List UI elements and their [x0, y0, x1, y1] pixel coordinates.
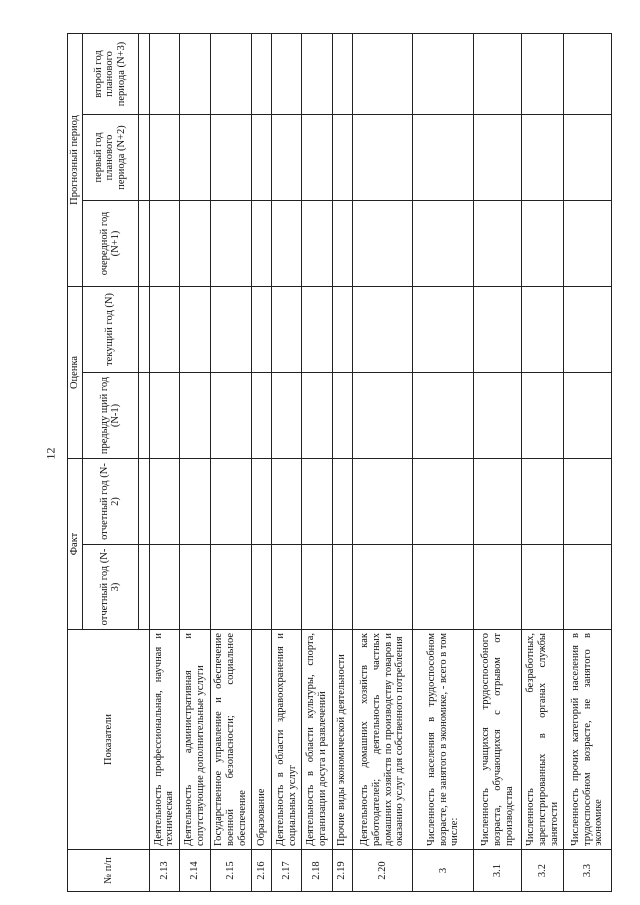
- row-number: 3.3: [564, 850, 612, 892]
- row-number: 2.16: [252, 850, 272, 892]
- row-indicator: Прочие виды экономической деятельности: [332, 630, 352, 850]
- row-number: 2.15: [210, 850, 252, 892]
- header-col-n-1: предыду щий год (N-1): [82, 372, 138, 458]
- row-number: 3: [413, 850, 474, 892]
- table-row: [302, 33, 332, 891]
- table-row: [271, 33, 301, 891]
- row-number: 3.2: [522, 850, 564, 892]
- row-indicator: Деятельность в области здравоохранения и социальных услуг: [271, 630, 301, 850]
- table-row: [522, 33, 564, 891]
- table-row: [564, 33, 612, 891]
- indicators-table: [67, 33, 612, 892]
- row-indicator: Государственное управление и обеспечение военной безопасности; социальное обеспечение: [210, 630, 252, 850]
- row-number: 2.20: [352, 850, 413, 892]
- row-indicator: Деятельность домашних хозяйств как работодателей; деятельность частных домашних хозяйств по производству товаров и оказанию услуг для собственного потребления: [352, 630, 413, 850]
- header-forecast: Прогнозный период: [68, 33, 83, 286]
- header-estimate: Оценка: [68, 286, 83, 458]
- header-col-n: текущий год (N): [82, 286, 138, 372]
- table-row: [413, 33, 474, 891]
- header-col-n+1: очередной год (N+1): [82, 200, 138, 286]
- row-indicator: Численность безработных, зарегистрированных в органах службы занятости: [522, 630, 564, 850]
- header-col-n-2: отчетный год (N-2): [82, 458, 138, 544]
- header-col-n+2: первый год планового периода (N+2): [82, 114, 138, 200]
- row-indicator: Деятельность профессиональная, научная и техническая: [149, 630, 179, 850]
- row-indicator: Численность учащихся трудоспособного возраста, обучающихся с отрывом от производства: [474, 630, 522, 850]
- header-fact: Факт: [68, 458, 83, 629]
- table-row: [149, 33, 179, 891]
- header-indicators: Показатели: [68, 630, 150, 850]
- rotated-table-area: [67, 34, 612, 892]
- row-number: 2.13: [149, 850, 179, 892]
- page-number: 12: [43, 447, 58, 460]
- table-row: [210, 33, 252, 891]
- header-col-n-3: отчетный год (N-3): [82, 545, 138, 630]
- table-row: [474, 33, 522, 891]
- row-number: 3.1: [474, 850, 522, 892]
- row-number: 2.14: [180, 850, 210, 892]
- table-row: [352, 33, 413, 891]
- table-row: [180, 33, 210, 891]
- row-number: 2.18: [302, 850, 332, 892]
- row-indicator: Деятельность административная и сопутствующие дополнительные услуги: [180, 630, 210, 850]
- row-indicator: Образование: [252, 630, 272, 850]
- row-indicator: Численность прочих категорий населения в трудоспособном возрасте, не занятого в экономике: [564, 630, 612, 850]
- row-indicator: Деятельность в области культуры, спорта, организации досуга и развлечений: [302, 630, 332, 850]
- row-number: 2.19: [332, 850, 352, 892]
- table-row: [252, 33, 272, 891]
- header-num: № п/п: [68, 850, 150, 892]
- row-number: 2.17: [271, 850, 301, 892]
- table-row: [332, 33, 352, 891]
- row-indicator: Численность населения в трудоспособном возрасте, не занятого в экономике, - всего в том числе:: [413, 630, 474, 850]
- header-col-n+3: второй год планового периода (N+3): [82, 33, 138, 114]
